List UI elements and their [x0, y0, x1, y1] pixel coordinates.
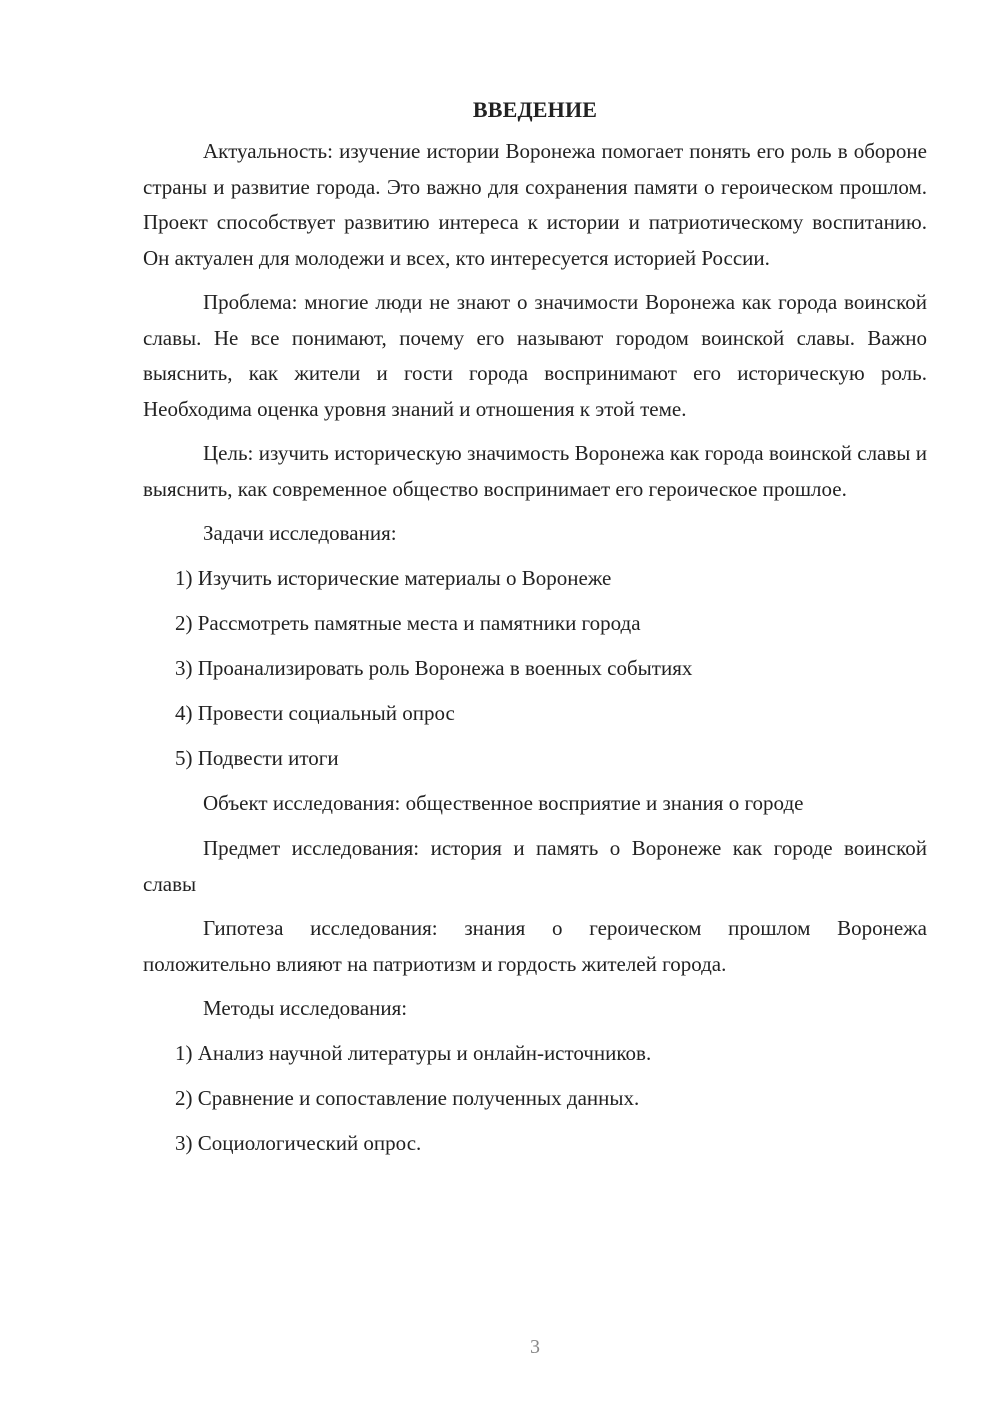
object-paragraph: Объект исследования: общественное восприятие и знания о городе: [203, 791, 804, 815]
list-item: 1) Изучить исторические материалы о Воронеже: [175, 566, 612, 590]
tasks-list: [143, 561, 927, 777]
relevance-paragraph: Актуальность: изучение истории Воронежа помогает понять его роль в обороне страны и развитие города. Это важно для сохранения памяти о героическом прошлом. Проект способствует развитию интереса к истории и патриотическому воспитанию. Он актуален для молодежи и всех, кто интересуется историей России.: [143, 139, 927, 270]
page-content: [143, 92, 927, 1171]
list-item: 2) Сравнение и сопоставление полученных данных.: [175, 1086, 640, 1110]
page-number: 3: [530, 1336, 540, 1358]
list-item: 5) Подвести итоги: [175, 746, 339, 770]
list-item: 3) Проанализировать роль Воронежа в военных событиях: [175, 656, 693, 680]
problem-paragraph: Проблема: многие люди не знают о значимости Воронежа как города воинской славы. Не все понимают, почему его называют городом воинской славы. Важно выяснить, как жители и гости города воспринимают его историческую роль. Необходима оценка уровня знаний и отношения к этой теме.: [143, 290, 927, 421]
methods-heading: Методы исследования:: [203, 996, 408, 1020]
goal-paragraph: Цель: изучить историческую значимость Воронежа как города воинской славы и выяснить, как современное общество воспринимает его героическое прошлое.: [143, 441, 927, 501]
methods-list: [143, 1036, 927, 1162]
list-item: 4) Провести социальный опрос: [175, 701, 455, 725]
list-item: 1) Анализ научной литературы и онлайн-источников.: [175, 1041, 652, 1065]
tasks-heading: Задачи исследования:: [203, 521, 397, 545]
list-item: 3) Социологический опрос.: [175, 1131, 422, 1155]
hypothesis-paragraph: Гипотеза исследования: знания о героическом прошлом Воронежа положительно влияют на патриотизм и гордость жителей города.: [143, 916, 927, 976]
section-title: ВВЕДЕНИЕ: [472, 97, 598, 122]
subject-paragraph: Предмет исследования: история и память о Воронеже как городе воинской славы: [143, 836, 927, 896]
list-item: 2) Рассмотреть памятные места и памятники города: [175, 611, 641, 635]
